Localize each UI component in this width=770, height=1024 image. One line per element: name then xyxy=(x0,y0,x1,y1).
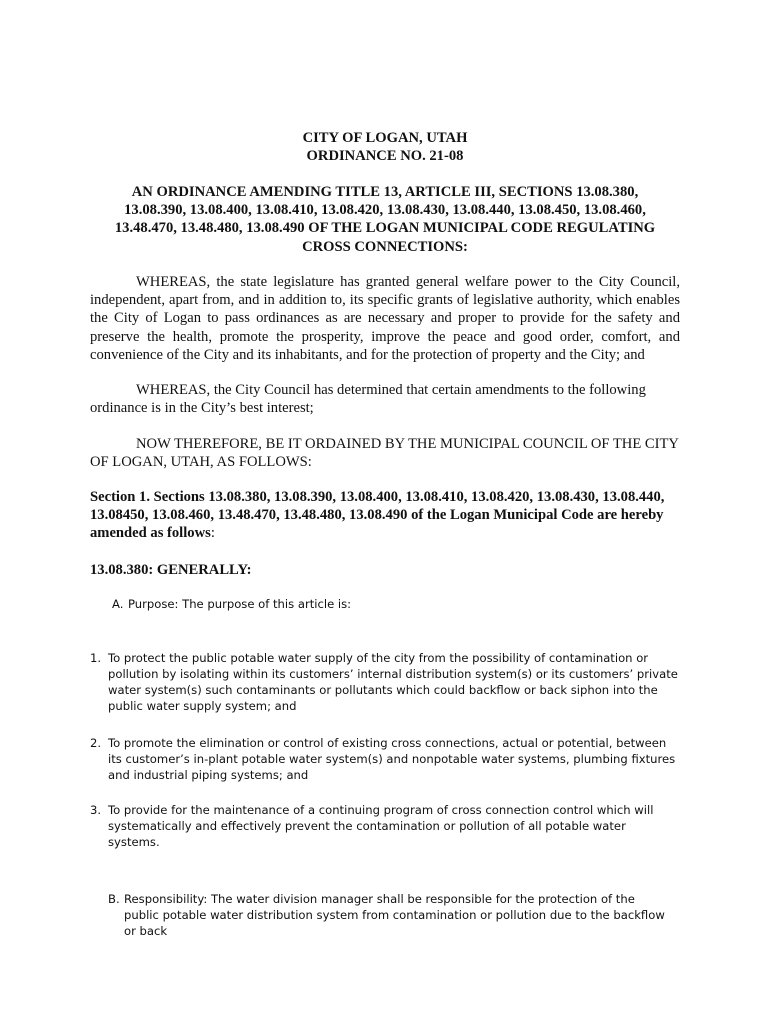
ordinance-number: ORDINANCE NO. 21-08 xyxy=(306,148,464,165)
numbered-item-1 xyxy=(90,650,680,714)
item-text: To promote the elimination or control of existing cross connections, actual or potential, between its customer’s in-plant potable water system(s) and nonpotable water systems, plumbing fixtures and industrial piping systems; and xyxy=(108,736,676,782)
item-marker: 1. xyxy=(90,651,102,665)
document-header xyxy=(90,129,680,165)
item-text: Purpose: The purpose of this article is: xyxy=(128,597,352,611)
title-line: AN ORDINANCE AMENDING TITLE 13, ARTICLE III, SECTIONS 13.08.380, xyxy=(131,184,639,200)
item-text: To provide for the maintenance of a continuing program of cross connection control which will systematically and effectively prevent the contamination or pollution of all potable water systems. xyxy=(108,803,654,849)
now-therefore-paragraph: NOW THEREFORE, BE IT ORDAINED BY THE MUNICIPAL COUNCIL OF THE CITY OF LOGAN, UTAH, AS FOLLOWS: xyxy=(90,436,679,471)
title-line: CROSS CONNECTIONS: xyxy=(302,238,468,255)
title-line: 13.48.470, 13.48.480, 13.08.490 OF THE LOGAN MUNICIPAL CODE REGULATING xyxy=(114,220,656,237)
item-text: To protect the public potable water supply of the city from the possibility of contamination or pollution by isolating within its customers’ internal distribution system(s) or its customers’ private water system(s) such contaminants or pollutants which could backflow or back siphon into the public water supply system; and xyxy=(108,651,678,713)
whereas-paragraph-2: WHEREAS, the City Council has determined that certain amendments to the following ordinance is in the City’s best interest; xyxy=(90,382,646,417)
city-heading: CITY OF LOGAN, UTAH xyxy=(302,130,468,146)
item-marker: A. xyxy=(112,597,124,611)
title-line: 13.08.390, 13.08.400, 13.08.410, 13.08.420, 13.08.430, 13.08.440, 13.08.450, 13.08.460, xyxy=(124,202,646,219)
item-marker: B. xyxy=(108,892,120,906)
section-1-paragraph xyxy=(90,488,680,543)
item-marker: 2. xyxy=(90,736,102,750)
list-item-a xyxy=(112,596,672,612)
section-1-text: Section 1. Sections 13.08.380, 13.08.390, 13.08.400, 13.08.410, 13.08.420, 13.08.430, 13.08.440, 13.08450, 13.08.460, 13.48.470, 13.48.480, 13.08.490 of the Logan Municipal Code are hereby amended as follows xyxy=(90,489,665,542)
section-1-colon: : xyxy=(210,525,215,542)
section-heading-generally: 13.08.380: GENERALLY: xyxy=(90,562,252,578)
whereas-paragraph-1: WHEREAS, the state legislature has granted general welfare power to the City Council, independent, apart from, and in addition to, its specific grants of legislative authority, which enables the City of Logan to pass ordinances as are necessary and proper to provide for the safety and preserve the health, promote the prosperity, improve the peace and good order, comfort, and convenience of the City and its inhabitants, and for the protection of property and the City; and xyxy=(90,274,680,363)
list-item-b xyxy=(108,891,668,939)
numbered-item-3 xyxy=(90,802,680,850)
numbered-item-2 xyxy=(90,735,680,783)
item-text: Responsibility: The water division manager shall be responsible for the protection of the public potable water distribution system from contamination or pollution due to the backflow or back xyxy=(124,892,665,938)
ordinance-title xyxy=(90,183,680,256)
item-marker: 3. xyxy=(90,803,102,817)
